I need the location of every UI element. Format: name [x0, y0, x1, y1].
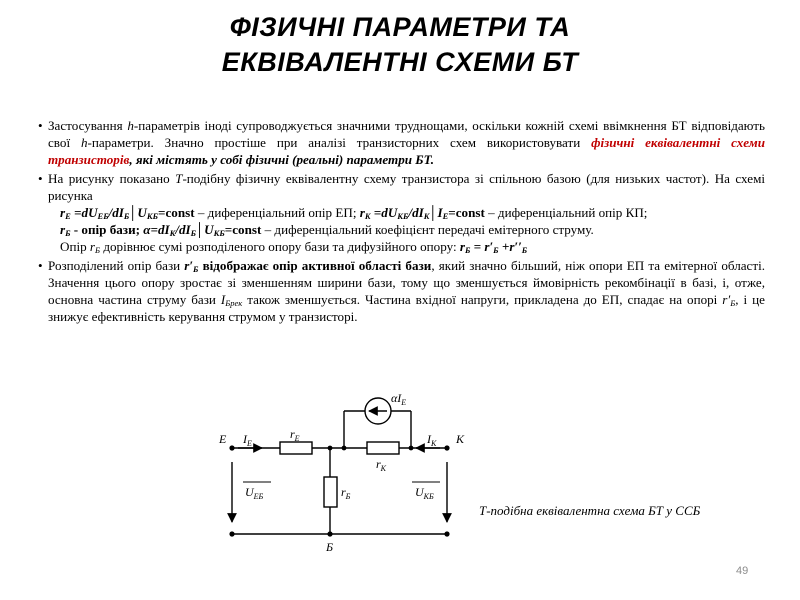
bullet-base-resistance	[38, 257, 765, 325]
bullet-t-circuit	[38, 170, 765, 255]
node-ground-left	[229, 531, 234, 536]
label-k-node: K	[456, 432, 465, 446]
text: , який значно більший, ніж опори ЕП та емітерної області. Значення цього опору зростає зі зменшенням ширини бази, тому що зменшується ймовірність рекомбінації в базі, і, отже, основна частина струму бази	[48, 258, 765, 307]
resistor-re	[280, 442, 312, 454]
text: /dI	[408, 205, 424, 220]
node-collector	[444, 445, 449, 450]
text: =dU	[70, 205, 98, 220]
text: =dU	[370, 205, 398, 220]
label-ie: $I_E$	[243, 432, 252, 448]
label-re: $r_E$	[290, 427, 300, 443]
text: r′	[722, 292, 731, 307]
text: +r′′	[498, 239, 522, 254]
text: – диференціальний коефіцієнт передачі емітерного струму.	[261, 222, 594, 237]
text: h	[127, 118, 134, 133]
subscript: K	[364, 211, 371, 221]
bullet-h-parameters	[38, 117, 765, 168]
subscript: Б	[95, 245, 101, 255]
label-rb: $r_Б$	[341, 485, 351, 501]
subscript: Б	[730, 298, 736, 308]
slide-body	[38, 117, 765, 325]
text: /dI	[175, 222, 191, 237]
text: – диференціальний опір КП;	[484, 205, 648, 220]
label-b-node: Б	[326, 540, 334, 554]
subscript: E	[442, 211, 449, 221]
bullet-marker: •	[38, 171, 43, 186]
text: відображає опір активної області бази	[198, 258, 432, 273]
text: Т	[175, 171, 183, 186]
text: -параметри. Значно простіше при аналізі транзисторних схем використовувати	[87, 135, 592, 150]
text: також зменшується. Частина вхідної напруги, прикладена до ЕП, спадає на опорі	[242, 292, 723, 307]
text: Розподілений опір бази	[48, 258, 185, 273]
title-line-2: ЕКВІВАЛЕНТНІ СХЕМИ БТ	[221, 47, 579, 77]
label-alpha-ie: $\alpha I_E$	[391, 391, 407, 407]
subscript: К	[169, 228, 176, 238]
subscript: Б	[123, 211, 130, 221]
label-ueb: $U_{ЕБ}$	[245, 485, 264, 501]
text: │U	[129, 205, 147, 220]
highlight-text: фізичні еквівалентні схеми транзисторів	[48, 135, 765, 167]
text: r	[89, 239, 96, 254]
text: -подібну фізичну еквівалентну схему транзистора зі спільною базою (для низьких частот). На схемі рисунка	[48, 171, 766, 203]
text: -параметрів іноді супроводжується значними труднощами, оскільки кожній схемі ввімкнення БТ відповідають свої	[48, 118, 765, 150]
text: r	[459, 239, 465, 254]
bullet-marker: •	[38, 118, 43, 133]
subscript: Б	[190, 228, 197, 238]
text: │U	[196, 222, 214, 237]
label-e-node: E	[219, 432, 227, 446]
text: На рисунку показано	[48, 171, 176, 186]
text: α=dI	[143, 222, 170, 237]
subscript: Б	[521, 245, 528, 255]
node-emitter	[229, 445, 234, 450]
circuit-caption: Т-подібна еквівалентна схема БТ у ССБ	[479, 503, 701, 518]
subscript: КБ	[397, 211, 409, 221]
subscript: Брек	[225, 298, 243, 308]
text: , які містять у собі фізичні (реальні) параметри БТ.	[129, 152, 435, 167]
text: =const	[448, 205, 485, 220]
text: – диференціальний опір ЕП;	[194, 205, 360, 220]
subscript: КБ	[146, 211, 158, 221]
subscript: K	[423, 211, 430, 221]
node-source-left	[342, 446, 347, 451]
text: , і це знижує ефективність керування струмом у транзисторі.	[48, 292, 765, 324]
text: r′	[184, 258, 194, 273]
subscript: КБ	[213, 228, 225, 238]
slide-title	[0, 10, 800, 80]
text: r	[60, 205, 66, 220]
label-ukb: $U_{КБ}$	[415, 485, 434, 501]
subscript: Б	[65, 228, 71, 238]
text: Застосування	[48, 118, 128, 133]
node-ground-right	[444, 531, 449, 536]
resistor-rb	[324, 477, 337, 507]
text: r	[359, 205, 365, 220]
resistor-rk	[367, 442, 399, 454]
subscript: Б	[193, 264, 199, 274]
text: Опір	[60, 239, 90, 254]
text: =const	[224, 222, 262, 237]
text: = r′	[470, 239, 494, 254]
node-source-right	[409, 446, 414, 451]
label-ik: $I_K$	[427, 432, 437, 448]
node-base-junction	[328, 446, 333, 451]
current-source-circle	[365, 398, 391, 424]
page-number: 49	[736, 565, 749, 577]
text: I	[220, 292, 226, 307]
subscript: E	[65, 211, 71, 221]
formula-re-rk	[48, 204, 765, 255]
node-base-ground	[327, 531, 332, 536]
subscript: ЕБ	[97, 211, 109, 221]
subscript: Б	[464, 245, 471, 255]
label-rk: $r_K$	[376, 457, 387, 473]
text: дорівнює сумі розподіленого опору бази та дифузійного опору:	[100, 239, 460, 254]
text: /dI	[108, 205, 124, 220]
bullet-marker: •	[38, 258, 43, 273]
text: r	[60, 222, 66, 237]
title-line-1: ФІЗИЧНІ ПАРАМЕТРИ ТА	[229, 12, 571, 42]
text: - опір бази;	[70, 222, 144, 237]
subscript: Б	[493, 245, 499, 255]
text: │I	[429, 205, 443, 220]
text: =const	[158, 205, 195, 220]
text: h	[80, 135, 88, 150]
